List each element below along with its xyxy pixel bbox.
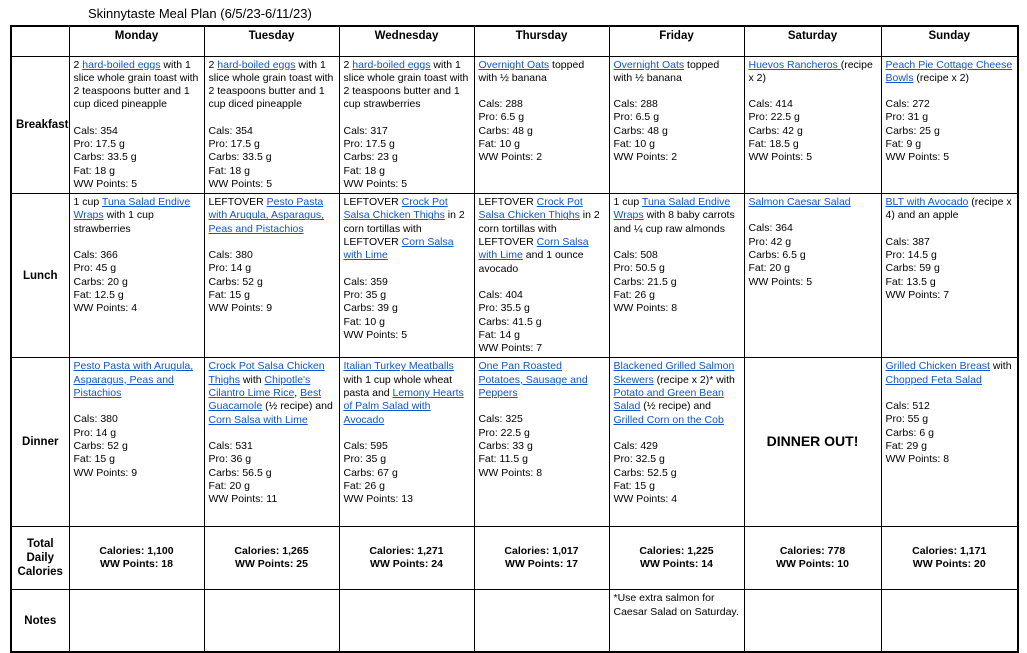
nutrition-stat: WW Points: 5	[748, 275, 813, 288]
recipe-link-corn-salsa-with-lime[interactable]: Corn Salsa with Lime	[478, 236, 589, 262]
meal-text: 2	[343, 58, 353, 71]
meal-description	[886, 360, 1014, 387]
meal-text: LEFTOVER	[208, 196, 267, 209]
dinner-wednesday-cell	[339, 358, 474, 527]
notes-friday-cell	[609, 590, 744, 652]
nutrition-stat: Cals: 404	[478, 288, 523, 301]
meal-text: LEFTOVER	[478, 196, 537, 209]
row-label-breakfast: Breakfast	[11, 56, 69, 194]
header-row	[11, 26, 1018, 56]
nutrition-stat: WW Points: 5	[208, 177, 273, 190]
daily-total: Calories: 1,171	[912, 545, 987, 558]
daily-total: WW Points: 10	[776, 558, 849, 571]
nutrition-stat: Fat: 20 g	[208, 479, 250, 492]
recipe-link-hard-boiled-eggs[interactable]: hard-boiled eggs	[352, 58, 431, 71]
recipe-link-tuna-salad-endive-wraps[interactable]: Tuna Salad Endive Wraps	[613, 196, 731, 222]
nutrition-stat: Fat: 18 g	[208, 164, 250, 177]
recipe-link-blt-with-avocado[interactable]: BLT with Avocado	[885, 196, 969, 209]
nutrition-stat: Pro: 22.5 g	[748, 111, 800, 124]
recipe-link-overnight-oats[interactable]: Overnight Oats	[613, 58, 685, 71]
nutrition-stat: Fat: 15 g	[208, 288, 250, 301]
nutrition-stat: Pro: 17.5 g	[208, 137, 260, 150]
recipe-link-crock-pot-salsa-chicken-thighs[interactable]: Crock Pot Salsa Chicken Thighs	[478, 196, 583, 222]
nutrition-stat: Cals: 364	[748, 222, 793, 235]
meal-description	[614, 196, 740, 236]
nutrition-stat: Fat: 12.5 g	[73, 288, 124, 301]
meal-text: (recipe x 2)	[913, 71, 969, 84]
nutrition-stat: Fat: 15 g	[73, 453, 115, 466]
meal-text: with 1 cup whole wheat pasta and	[343, 373, 453, 400]
row-label-notes: Notes	[11, 590, 69, 652]
meal-text: 1 cup	[73, 196, 102, 209]
nutrition-stat: WW Points: 5	[73, 177, 138, 190]
total-daily-calories-sunday-cell	[881, 527, 1018, 590]
breakfast-monday-cell	[69, 56, 204, 194]
nutrition-stat: Fat: 26 g	[613, 288, 655, 301]
nutrition-stat: Pro: 14 g	[208, 262, 252, 275]
nutrition-stat: Pro: 42 g	[748, 235, 792, 248]
lunch-row	[11, 194, 1018, 358]
breakfast-tuesday-cell	[204, 56, 339, 194]
nutrition-stat: Fat: 10 g	[613, 137, 655, 150]
daily-total: WW Points: 25	[235, 558, 308, 571]
meal-text: topped with ½ banana	[478, 58, 585, 84]
nutrition-stat: Cals: 531	[208, 439, 253, 452]
nutrition-stat: Fat: 18 g	[343, 164, 385, 177]
recipe-link-pesto-pasta-with-arugula-asparagus-peas-and-pistachios[interactable]: Pesto Pasta with Arugula, Asparagus, Peas and Pistachios	[73, 360, 194, 400]
nutrition-stat: WW Points: 4	[73, 302, 138, 315]
meal-text: (recipe x 2)* with	[653, 373, 735, 386]
dinner-saturday-cell	[744, 358, 881, 527]
nutrition-stat: WW Points: 5	[748, 151, 813, 164]
notes-row	[11, 590, 1018, 652]
nutrition-stat: Pro: 6.5 g	[613, 111, 660, 124]
meal-text: with	[240, 373, 265, 386]
recipe-link-grilled-corn-on-the-cob[interactable]: Grilled Corn on the Cob	[613, 413, 724, 426]
dinner-monday-cell	[69, 358, 204, 527]
meal-text: in 2 corn tortillas with LEFTOVER	[343, 209, 465, 249]
nutrition-stat: Carbs: 20 g	[73, 275, 128, 288]
meal-text: 2	[208, 58, 218, 71]
meal-description	[886, 59, 1014, 86]
row-label-lunch: Lunch	[11, 194, 69, 358]
notes-monday-cell	[69, 590, 204, 652]
nutrition-stat: Carbs: 6 g	[885, 426, 934, 439]
recipe-link-corn-salsa-with-lime[interactable]: Corn Salsa with Lime	[208, 413, 308, 426]
nutrition-stat: WW Points: 7	[885, 288, 950, 301]
nutrition-stat: WW Points: 11	[208, 493, 278, 506]
recipe-link-hard-boiled-eggs[interactable]: hard-boiled eggs	[82, 58, 161, 71]
nutrition-stat: Fat: 20 g	[748, 262, 790, 275]
nutrition-stat: Fat: 18.5 g	[748, 137, 799, 150]
nutrition-stat: Cals: 354	[208, 124, 253, 137]
meal-description	[614, 59, 740, 86]
nutrition-stat: Carbs: 52 g	[73, 439, 128, 452]
total-daily-calories-thursday-cell	[474, 527, 609, 590]
meal-description	[886, 196, 1014, 223]
meal-text: (recipe x 2)	[748, 58, 873, 84]
daily-total: WW Points: 20	[912, 558, 986, 571]
nutrition-stat: Carbs: 48 g	[478, 124, 533, 137]
meal-text: 1 cup	[613, 196, 642, 209]
recipe-link-blackened-grilled-salmon-skewers[interactable]: Blackened Grilled Salmon Skewers	[613, 360, 735, 386]
meal-plan-table	[10, 25, 1019, 653]
nutrition-stat: Fat: 26 g	[343, 479, 385, 492]
nutrition-stat: Pro: 31 g	[885, 111, 929, 124]
nutrition-stat: WW Points: 2	[613, 151, 678, 164]
dinner-out-label: DINNER OUT!	[766, 432, 859, 449]
recipe-link-peach-pie-cottage-cheese-bowls[interactable]: Peach Pie Cottage Cheese Bowls	[885, 58, 1013, 84]
notes-saturday-cell	[744, 590, 881, 652]
nutrition-stat: WW Points: 7	[478, 342, 543, 355]
day-header-saturday: Saturday	[744, 26, 881, 56]
nutrition-stat: Carbs: 67 g	[343, 466, 398, 479]
meal-text: with 1 slice whole grain toast with 2 teaspoons butter and 1 cup diced pineapple	[208, 58, 334, 111]
nutrition-stat: Cals: 595	[343, 439, 388, 452]
daily-total: WW Points: 14	[640, 558, 713, 571]
nutrition-stat: Fat: 10 g	[343, 315, 385, 328]
lunch-saturday-cell	[744, 194, 881, 358]
recipe-link-crock-pot-salsa-chicken-thighs[interactable]: Crock Pot Salsa Chicken Thighs	[208, 360, 325, 386]
meal-text: with 1 slice whole grain toast with 2 teaspoons butter and 1 cup diced pineapple	[73, 58, 199, 111]
meal-text: with 8 baby carrots and ¼ cup raw almonds	[613, 209, 735, 235]
day-header-monday: Monday	[69, 26, 204, 56]
nutrition-stat: Pro: 55 g	[885, 413, 929, 426]
nutrition-stat: Fat: 14 g	[478, 328, 520, 341]
nutrition-stat: WW Points: 5	[343, 328, 408, 341]
notes-thursday-cell	[474, 590, 609, 652]
lunch-tuesday-cell	[204, 194, 339, 358]
nutrition-stat: Carbs: 52.5 g	[613, 466, 677, 479]
recipe-link-chipotle-s-cilantro-lime-rice[interactable]: Chipotle's Cilantro Lime Rice	[208, 373, 311, 400]
lunch-wednesday-cell	[339, 194, 474, 358]
row-label-total-daily-calories: Total Daily Calories	[11, 527, 69, 590]
nutrition-stat: Cals: 387	[885, 235, 930, 248]
dinner-thursday-cell	[474, 358, 609, 527]
nutrition-stat: Cals: 366	[73, 249, 118, 262]
total-daily-calories-tuesday-cell	[204, 527, 339, 590]
recipe-link-best-guacamole[interactable]: Best Guacamole	[208, 387, 322, 413]
meal-description	[479, 196, 605, 276]
day-header-friday: Friday	[609, 26, 744, 56]
recipe-link-one-pan-roasted-potatoes-sausage-and-peppers[interactable]: One Pan Roasted Potatoes, Sausage and Peppers	[478, 360, 588, 400]
nutrition-stat: Cals: 380	[208, 249, 253, 262]
day-header-tuesday: Tuesday	[204, 26, 339, 56]
meal-description	[749, 59, 877, 86]
nutrition-stat: Carbs: 33.5 g	[73, 151, 137, 164]
recipe-link-pesto-pasta-with-arugula-asparagus-peas-and-pistachios[interactable]: Pesto Pasta with Arugula, Asparagus, Peas and Pistachios	[208, 196, 325, 235]
nutrition-stat: Cals: 429	[613, 439, 658, 452]
nutrition-stat: Cals: 272	[885, 98, 930, 111]
nutrition-stat: Cals: 414	[748, 98, 793, 111]
lunch-monday-cell	[69, 194, 204, 358]
recipe-link-italian-turkey-meatballs[interactable]: Italian Turkey Meatballs	[343, 360, 454, 373]
breakfast-wednesday-cell	[339, 56, 474, 194]
nutrition-stat: Pro: 14.5 g	[885, 249, 937, 262]
recipe-link-potato-and-green-bean-salad[interactable]: Potato and Green Bean Salad	[613, 387, 724, 413]
notes-wednesday-cell	[339, 590, 474, 652]
nutrition-stat: WW Points: 8	[478, 466, 543, 479]
nutrition-stat: Cals: 359	[343, 275, 388, 288]
total-daily-calories-friday-cell	[609, 527, 744, 590]
total-daily-calories-monday-cell	[69, 527, 204, 590]
nutrition-stat: Carbs: 52 g	[208, 275, 263, 288]
corner-cell	[11, 26, 69, 56]
daily-total: Calories: 1,265	[234, 545, 309, 558]
recipe-link-crock-pot-salsa-chicken-thighs[interactable]: Crock Pot Salsa Chicken Thighs	[343, 196, 448, 222]
breakfast-thursday-cell	[474, 56, 609, 194]
meal-text: and 1 ounce avocado	[478, 249, 584, 275]
nutrition-stat: Cals: 508	[613, 249, 658, 262]
breakfast-row	[11, 56, 1018, 194]
meal-text: LEFTOVER	[343, 196, 402, 209]
nutrition-stat: Pro: 35 g	[343, 288, 387, 301]
nutrition-stat: Carbs: 25 g	[885, 124, 940, 137]
nutrition-stat: Pro: 17.5 g	[343, 137, 395, 150]
recipe-link-tuna-salad-endive-wraps[interactable]: Tuna Salad Endive Wraps	[73, 196, 191, 222]
dinner-tuesday-cell	[204, 358, 339, 527]
nutrition-stat: Pro: 35.5 g	[478, 302, 530, 315]
daily-total: Calories: 1,225	[639, 545, 714, 558]
dinner-friday-cell	[609, 358, 744, 527]
nutrition-stat: Pro: 14 g	[73, 426, 117, 439]
meal-description	[74, 59, 200, 112]
nutrition-stat: WW Points: 9	[208, 302, 273, 315]
meal-text: topped with ½ banana	[613, 58, 720, 84]
nutrition-stat: Fat: 29 g	[885, 439, 927, 452]
note-text: *Use extra salmon for Caesar Salad on Saturday.	[613, 592, 739, 618]
daily-total: WW Points: 24	[370, 558, 443, 571]
meal-text: with 1 cup strawberries	[73, 209, 154, 235]
meal-text: in 2 corn tortillas with LEFTOVER	[478, 209, 600, 249]
nutrition-stat: Cals: 354	[73, 124, 118, 137]
meal-description	[614, 360, 740, 426]
nutrition-stat: Carbs: 56.5 g	[208, 466, 272, 479]
nutrition-stat: WW Points: 9	[73, 466, 138, 479]
nutrition-stat: Carbs: 21.5 g	[613, 275, 677, 288]
row-label-dinner: Dinner	[11, 358, 69, 527]
lunch-friday-cell	[609, 194, 744, 358]
recipe-link-corn-salsa-with-lime[interactable]: Corn Salsa with Lime	[343, 236, 454, 262]
meal-text: ,	[294, 387, 301, 400]
nutrition-stat: WW Points: 13	[343, 493, 413, 506]
nutrition-stat: Fat: 15 g	[613, 479, 655, 492]
daily-total: Calories: 778	[779, 545, 846, 558]
nutrition-stat: Carbs: 33 g	[478, 439, 533, 452]
meal-text: 2	[73, 58, 83, 71]
recipe-link-grilled-chicken-breast[interactable]: Grilled Chicken Breast	[885, 360, 990, 373]
nutrition-stat: WW Points: 4	[613, 493, 678, 506]
daily-total: Calories: 1,100	[99, 545, 174, 558]
nutrition-stat: Fat: 13.5 g	[885, 275, 936, 288]
recipe-link-chopped-feta-salad[interactable]: Chopped Feta Salad	[885, 373, 982, 386]
lunch-sunday-cell	[881, 194, 1018, 358]
meal-description	[209, 360, 335, 426]
notes-sunday-cell	[881, 590, 1018, 652]
nutrition-stat: Carbs: 23 g	[343, 151, 398, 164]
recipe-link-overnight-oats[interactable]: Overnight Oats	[478, 58, 550, 71]
nutrition-stat: Carbs: 6.5 g	[748, 249, 806, 262]
lunch-thursday-cell	[474, 194, 609, 358]
meal-description	[209, 196, 335, 236]
nutrition-stat: WW Points: 2	[478, 151, 543, 164]
daily-total: WW Points: 18	[100, 558, 173, 571]
meal-text: with	[989, 360, 1012, 373]
total-daily-calories-wednesday-cell	[339, 527, 474, 590]
totals-row	[11, 527, 1018, 590]
meal-description	[74, 196, 200, 236]
nutrition-stat: Pro: 35 g	[343, 453, 387, 466]
recipe-link-huevos-rancheros[interactable]: Huevos Rancheros	[748, 58, 841, 71]
nutrition-stat: Fat: 9 g	[885, 137, 922, 150]
dinner-row	[11, 358, 1018, 527]
notes-tuesday-cell	[204, 590, 339, 652]
daily-total: Calories: 1,271	[369, 545, 444, 558]
nutrition-stat: Carbs: 42 g	[748, 124, 803, 137]
nutrition-stat: Pro: 22.5 g	[478, 426, 530, 439]
nutrition-stat: Cals: 325	[478, 413, 523, 426]
recipe-link-salmon-caesar-salad[interactable]: Salmon Caesar Salad	[748, 196, 851, 209]
dinner-sunday-cell	[881, 358, 1018, 527]
meal-text: (½ recipe) and	[640, 400, 711, 413]
meal-text: (½ recipe) and	[262, 400, 333, 413]
nutrition-stat: Pro: 50.5 g	[613, 262, 665, 275]
nutrition-stat: Cals: 288	[478, 98, 523, 111]
nutrition-stat: Pro: 36 g	[208, 453, 252, 466]
nutrition-stat: Carbs: 39 g	[343, 302, 398, 315]
recipe-link-hard-boiled-eggs[interactable]: hard-boiled eggs	[217, 58, 296, 71]
nutrition-stat: Pro: 32.5 g	[613, 453, 665, 466]
breakfast-sunday-cell	[881, 56, 1018, 194]
daily-total: Calories: 1,017	[504, 545, 579, 558]
meal-description	[74, 360, 200, 400]
nutrition-stat: Cals: 380	[73, 413, 118, 426]
breakfast-saturday-cell	[744, 56, 881, 194]
meal-description	[749, 196, 877, 209]
day-header-sunday: Sunday	[881, 26, 1018, 56]
nutrition-stat: Fat: 10 g	[478, 137, 520, 150]
meal-description	[479, 59, 605, 86]
nutrition-stat: WW Points: 8	[613, 302, 678, 315]
nutrition-stat: Carbs: 59 g	[885, 262, 940, 275]
nutrition-stat: Carbs: 41.5 g	[478, 315, 542, 328]
nutrition-stat: Carbs: 48 g	[613, 124, 668, 137]
nutrition-stat: WW Points: 8	[885, 453, 950, 466]
meal-description	[344, 196, 470, 262]
nutrition-stat: Cals: 288	[613, 98, 658, 111]
page-title: Skinnytaste Meal Plan (6/5/23-6/11/23)	[88, 6, 312, 21]
nutrition-stat: Carbs: 33.5 g	[208, 151, 272, 164]
nutrition-stat: Cals: 317	[343, 124, 388, 137]
day-header-thursday: Thursday	[474, 26, 609, 56]
meal-description	[479, 360, 605, 400]
nutrition-stat: Cals: 512	[885, 400, 930, 413]
nutrition-stat: WW Points: 5	[885, 151, 950, 164]
nutrition-stat: Fat: 11.5 g	[478, 453, 528, 466]
meal-description	[344, 360, 470, 426]
meal-description	[209, 59, 335, 112]
nutrition-stat: WW Points: 5	[343, 177, 408, 190]
nutrition-stat: Pro: 17.5 g	[73, 137, 125, 150]
nutrition-stat: Fat: 18 g	[73, 164, 115, 177]
nutrition-stat: Pro: 45 g	[73, 262, 117, 275]
meal-text: with 1 slice whole grain toast with 2 teaspoons butter and 1 cup strawberries	[343, 58, 469, 111]
day-header-wednesday: Wednesday	[339, 26, 474, 56]
meal-description	[344, 59, 470, 112]
meal-plan-page	[0, 6, 1027, 653]
recipe-link-lemony-hearts-of-palm-salad-with-avocado[interactable]: Lemony Hearts of Palm Salad with Avocado	[343, 387, 464, 426]
total-daily-calories-saturday-cell	[744, 527, 881, 590]
meal-text: (recipe x 4) and an apple	[885, 196, 1012, 222]
nutrition-stat: Pro: 6.5 g	[478, 111, 525, 124]
breakfast-friday-cell	[609, 56, 744, 194]
daily-total: WW Points: 17	[505, 558, 578, 571]
